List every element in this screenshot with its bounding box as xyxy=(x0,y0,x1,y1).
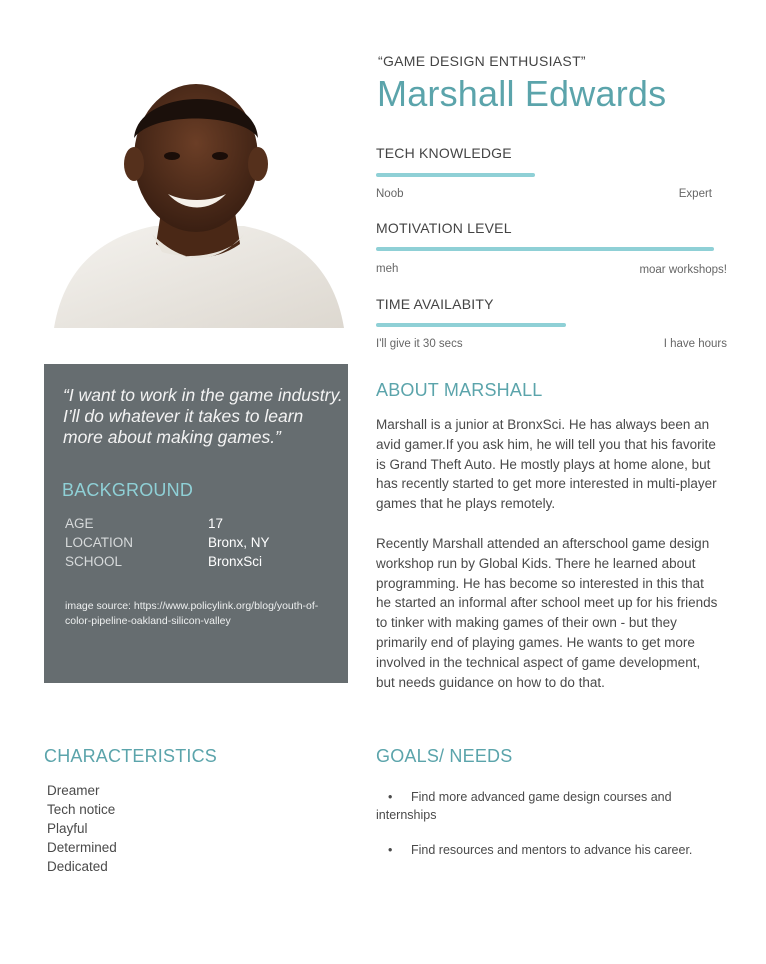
goal-item xyxy=(376,788,721,824)
list-item: Dedicated xyxy=(47,859,108,874)
meter-bar-tech xyxy=(376,173,535,177)
list-item: Determined xyxy=(47,840,117,855)
fact-key: AGE xyxy=(65,516,94,531)
meter-bar-motivation xyxy=(376,247,714,251)
fact-key: SCHOOL xyxy=(65,554,123,569)
background-title: BACKGROUND xyxy=(62,480,194,500)
fact-value: Bronx, NY xyxy=(208,535,270,550)
persona-quote: “I want to work in the game industry. I’ll do whatever it takes to learn more about making games.” xyxy=(63,385,343,447)
image-source: image source: https://www.policylink.org/blog/youth-of-color-pipeline-oakland-silicon-valley xyxy=(65,600,319,627)
meter-label-tech: TECH KNOWLEDGE xyxy=(376,145,512,161)
persona-name: Marshall Edwards xyxy=(377,73,667,114)
characteristics-list xyxy=(47,781,117,876)
fact-value: 17 xyxy=(208,516,224,531)
characteristics-title: CHARACTERISTICS xyxy=(44,746,218,766)
goals-title: GOALS/ NEEDS xyxy=(376,746,513,766)
background-facts xyxy=(65,514,270,571)
list-item: Dreamer xyxy=(47,783,100,798)
meter-label-motivation: MOTIVATION LEVEL xyxy=(376,220,512,236)
background-panel xyxy=(44,364,348,683)
about-paragraph-2: Recently Marshall attended an afterschool game design workshop run by Global Kids. There he learned about programming. He has become so interested in this that he started an informal after school meet up for his friends to tinker with making games of their own - but they primarily end of playing games. He wants to get more involved in the technical aspect of game development, but needs guidance on how to do that. xyxy=(376,536,718,690)
list-item: Playful xyxy=(47,821,88,836)
fact-value: BronxSci xyxy=(208,554,263,569)
goal-item xyxy=(376,841,721,859)
meter-min-tech: Noob xyxy=(376,188,404,200)
goal-text: Find resources and mentors to advance his career. xyxy=(411,843,693,857)
about-paragraph-1: Marshall is a junior at BronxSci. He has always been an avid gamer.If you ask him, he will tell you that his favorite is Grand Theft Auto. He mostly plays at home alone, but has recently started to get more interested in multi-player games that he plays remotely. xyxy=(376,417,717,512)
persona-tagline: “GAME DESIGN ENTHUSIAST” xyxy=(378,53,586,69)
meter-min-time: I'll give it 30 secs xyxy=(376,338,463,350)
profile-photo xyxy=(44,66,348,328)
fact-key: LOCATION xyxy=(65,535,134,550)
fact-location xyxy=(65,533,270,552)
list-item: Tech notice xyxy=(47,802,116,817)
portrait-photo-icon xyxy=(44,66,348,328)
bullet-icon: • xyxy=(388,790,393,804)
bullet-icon: • xyxy=(388,843,393,857)
fact-age xyxy=(65,514,270,533)
meter-max-motivation: moar workshops! xyxy=(639,264,727,276)
fact-school xyxy=(65,552,270,571)
meter-label-time: TIME AVAILABITY xyxy=(376,296,494,312)
meter-min-motivation: meh xyxy=(376,263,399,275)
goal-text: Find more advanced game design courses and internships xyxy=(376,790,672,822)
meter-bar-time xyxy=(376,323,566,327)
about-title: ABOUT MARSHALL xyxy=(376,380,543,400)
meter-max-time: I have hours xyxy=(663,338,727,350)
meter-max-tech: Expert xyxy=(678,188,712,200)
